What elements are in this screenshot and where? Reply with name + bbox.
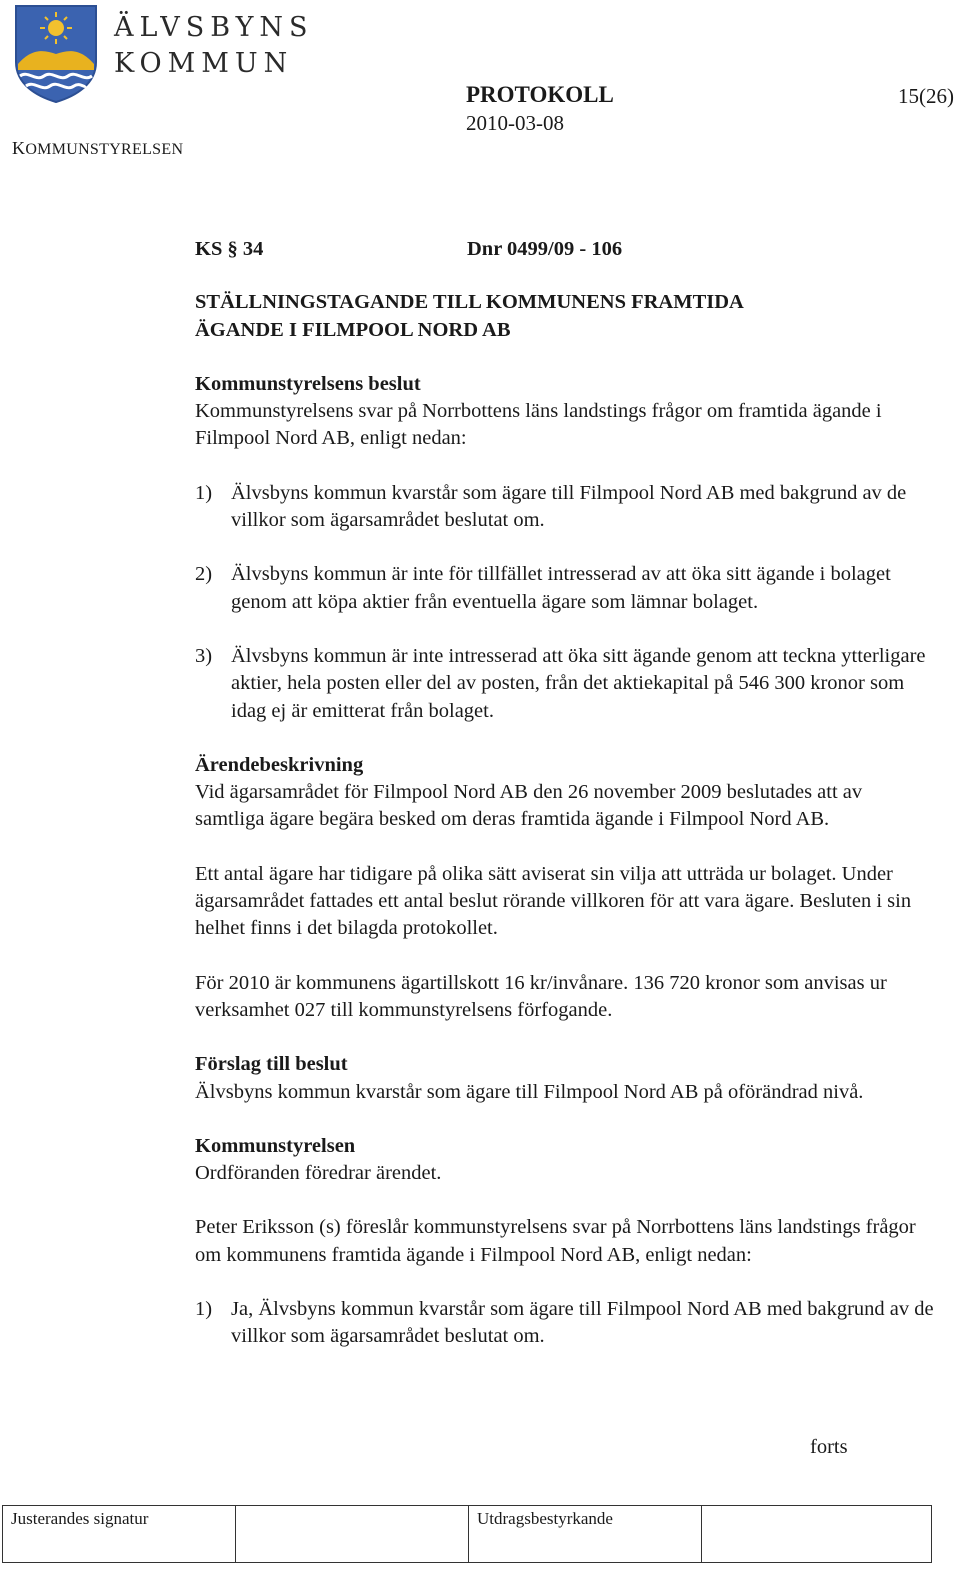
description-paragraph: För 2010 är kommunens ägartillskott 16 kr/invånare. 136 720 kronor som anvisas ur verksamhet 027 till kommunstyrelsens förfogande. [195, 971, 887, 1021]
certification-cell [469, 1506, 702, 1562]
signature-field [236, 1506, 469, 1562]
decision-heading: Kommunstyrelsens beslut [195, 372, 421, 395]
department-rest: OMMUNSTYRELSEN [25, 141, 184, 158]
board-heading: Kommunstyrelsen [195, 1134, 356, 1157]
certification-field [702, 1506, 931, 1562]
page-title: STÄLLNINGSTAGANDE TILL KOMMUNENS FRAMTIDA ÄGANDE I FILMPOOL NORD AB [195, 291, 744, 341]
continued-note: forts [810, 1436, 848, 1458]
certification-label: Utdragsbestyrkande [477, 1509, 613, 1528]
signature-label: Justerandes signatur [11, 1509, 149, 1528]
paragraph-number: KS § 34 [195, 238, 264, 260]
description-heading: Ärendebeskrivning [195, 753, 364, 776]
list-item: 1) Ja, Älvsbyns kommun kvarstår som ägare till Filmpool Nord AB med bakgrund av de villkor som ägarsamrådet beslutat om. [195, 1298, 934, 1348]
description-paragraph: Vid ägarsamrådet för Filmpool Nord AB den 26 november 2009 beslutades att av samtliga ägare begära besked om deras framtida ägande i Filmpool Nord AB. [195, 781, 863, 831]
page-number: 15(26) [898, 84, 954, 108]
proposal-text: Älvsbyns kommun kvarstår som ägare till Filmpool Nord AB på oförändrad nivå. [195, 1080, 864, 1103]
board-paragraph: Ordföranden föredrar ärendet. [195, 1162, 442, 1185]
department-initial: K [12, 138, 26, 158]
board-paragraph: Peter Eriksson (s) föreslår kommunstyrelsens svar på Norrbottens läns landstings frågor om kommunens framtida ägande i Filmpool Nord AB, enligt nedan: [195, 1216, 916, 1266]
list-item: 3) Älvsbyns kommun är inte intresserad att öka sitt ägande genom att teckna ytterligare aktier, hela posten eller del av posten, från det aktiekapital på 546 300 kronor som idag ej är emitterat från bolaget. [195, 644, 926, 722]
department-label [12, 138, 183, 159]
list-item: 1) Älvsbyns kommun kvarstår som ägare till Filmpool Nord AB med bakgrund av de villkor som ägarsamrådet beslutat om. [195, 481, 907, 532]
description-paragraph: Ett antal ägare har tidigare på olika sätt aviserat sin vilja att utträda ur bolaget. Under ägarsamrådet fattades ett antal beslut rörande villkoren för att vara ägare. Besluten i sin helhet finns i det bilagda protokollet. [195, 862, 912, 940]
signature-footer [2, 1505, 932, 1563]
proposal-heading: Förslag till beslut [195, 1053, 348, 1076]
document-type: PROTOKOLL [466, 82, 614, 107]
reference-line [195, 236, 935, 263]
case-number: Dnr 0499/09 - 106 [467, 238, 623, 260]
municipal-crest-logo [14, 4, 98, 104]
organization-name-line2: KOMMUN [114, 48, 294, 79]
organization-name-line1: ÄLVSBYNS [114, 12, 314, 43]
signature-cell [3, 1506, 236, 1562]
document-date: 2010-03-08 [466, 111, 564, 135]
list-item: 2) Älvsbyns kommun är inte för tillfället intresserad av att öka sitt ägande i bolaget genom att köpa aktier från eventuella ägare som lämnar bolaget. [195, 563, 891, 613]
protocol-body [195, 236, 935, 1351]
decision-intro: Kommunstyrelsens svar på Norrbottens läns landstings frågor om framtida ägande i Filmpool Nord AB, enligt nedan: [195, 400, 882, 450]
